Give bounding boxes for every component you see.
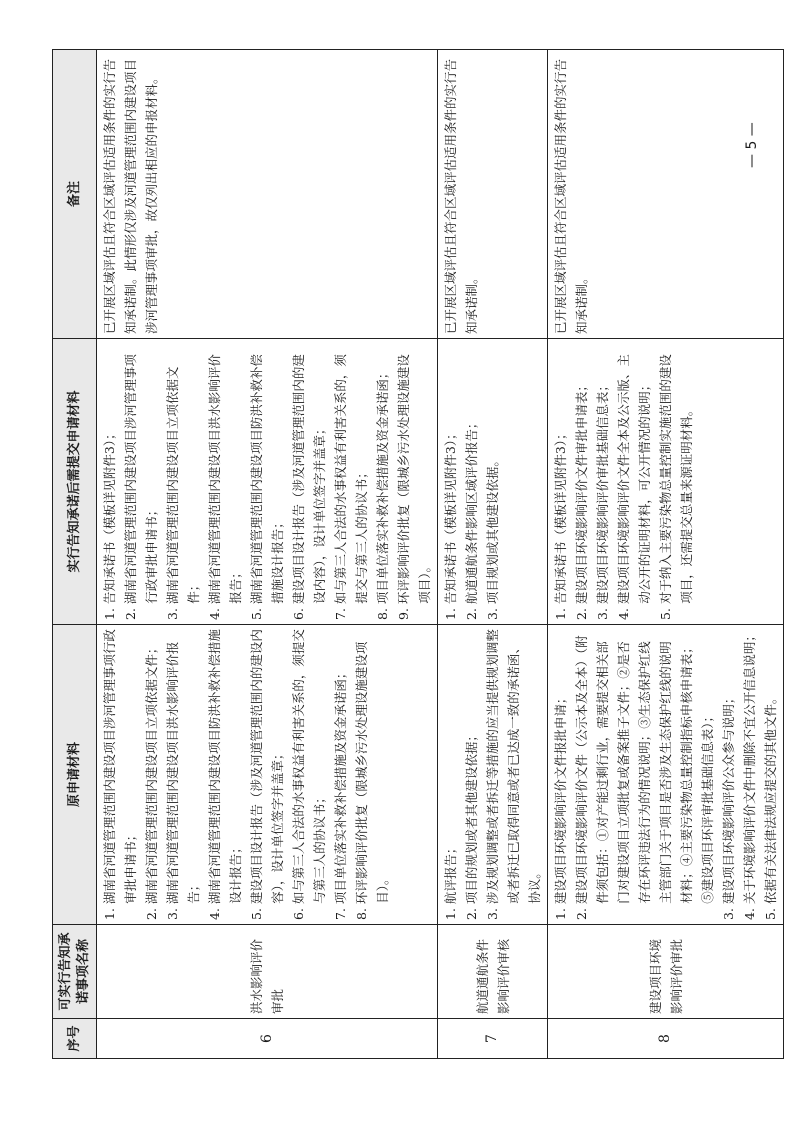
list-item: 1. 湖南省河道管理范围内建设项目涉河管理事项行政审批申请书； (102, 629, 138, 920)
list-item: 3. 建设项目环境影响评价审批基础信息表； (595, 379, 610, 620)
list-item: 2. 湖南省河道管理范围内建设项目涉河管理事项行政审批申请书； (123, 354, 159, 620)
rotated-page (52, 49, 778, 1059)
header-row (53, 50, 97, 1059)
row-note: 已开展区域评估且符合区域评估适用条件的实行告知承诺制。此情形仅涉及河道管理范围内建设项目涉河管理事项审批，故仅列出相应的申报材料。 (97, 50, 438, 339)
row-seq: 7 (438, 1019, 548, 1059)
row-original (97, 625, 438, 925)
row-new (438, 339, 548, 625)
list-item: 5. 依据有关法律法规应提交的其他文件。 (763, 691, 778, 920)
list-item: 3. 涉及规划调整或者拆迁等措施的应当提供规划调整或者拆迁已取得同意或者已达成一致的承诺函、协议。 (485, 629, 542, 920)
list-item: 4. 湖南省河道管理范围内建设项目防洪补救补偿措施设计报告； (207, 629, 243, 920)
list-item: 1. 建设项目环境影响评价文件报批申请； (553, 691, 568, 920)
row-new (548, 339, 784, 625)
row-name: 洪水影响评价审批 (97, 925, 438, 1019)
list-item: 3. 建设项目环境影响评价公众参与说明； (721, 691, 736, 920)
table-row (548, 50, 784, 1059)
list-item: 8. 环评影响评价批复（限城乡污水处理设施建设项目）。 (354, 641, 390, 920)
list-item: 3. 湖南省河道管理范围内建设项目洪水影响评价报告； (165, 641, 201, 920)
row-original (548, 625, 784, 925)
table-row (97, 50, 438, 1059)
row-name: 航道通航条件影响评价审核 (438, 925, 548, 1019)
list-item: 6. 如与第三人合法的水事权益有利害关系的，须提交与第三人的协议书； (291, 629, 327, 920)
header-seq: 序号 (53, 1019, 97, 1059)
list-item: 9. 环评影响评价批复（限城乡污水处理设施建设项目）。 (396, 354, 432, 620)
list-item: 1. 告知承诺书（模板详见附件3）； (443, 427, 458, 620)
list-item: 1. 告知承诺书（模板详见附件3）； (553, 427, 568, 620)
header-note: 备注 (53, 50, 97, 339)
list-item: 2. 项目的规划或者其他建设依据； (464, 729, 479, 920)
list-item: 2. 湖南省河道管理范围内建设项目立项依据文件； (144, 641, 159, 920)
list-item: 7. 如与第三人合法的水事权益有利害关系的，须提交与第三人的协议书； (333, 354, 369, 620)
row-seq: 6 (97, 1019, 438, 1059)
list-item: 2. 建设项目环境影响评价文件审批申请表； (574, 379, 589, 620)
list-item: 3. 湖南省河道管理范围内建设项目立项依据文件； (165, 366, 201, 620)
row-name: 建设项目环境影响评价审批 (548, 925, 784, 1019)
header-original: 原申请材料 (53, 625, 97, 925)
table-body (97, 50, 784, 1059)
list-item: 7. 项目单位落实补救补偿措施及资金承诺函； (333, 666, 348, 920)
list-item: 3. 项目规划或其他建设依据。 (485, 454, 500, 620)
list-item: 8. 项目单位落实补救补偿措施及资金承诺函； (375, 366, 390, 620)
list-item: 5. 对于纳入主要污染物总量控制实施范围的建设项目，还需提交总量来源证明材料。 (658, 354, 694, 620)
row-seq: 8 (548, 1019, 784, 1059)
list-item: 5. 湖南省河道管理范围内建设项目防洪补救补偿措施设计报告； (249, 354, 285, 620)
list-item: 5. 建设项目设计报告（涉及河道管理范围内的建设内容），设计单位签字并盖章； (249, 629, 285, 920)
list-item: 4. 关于环境影响评价文件中删除不宜公开信息说明； (742, 629, 757, 920)
list-item: 2. 航道通航条件影响区域评价报告； (464, 416, 479, 620)
list-item: 2. 建设项目环境影响评价文件（公示本及全本）（附件须包括：①对产能过剩行业，需要提交相关部门对建设项目立项批复或备案推子文件；②是否存在环评违法行为的情况说明；③生态保护红线主管部门关于项目是否涉及生态保护红线的说明材料；④主要污染物总量控制指标申核申请表；⑤建设项目环评审批基础信息表）； (574, 635, 715, 920)
list-item: 4. 湖南省河道管理范围内建设项目洪水影响评价报告； (207, 354, 243, 620)
header-name: 可实行告知承诺事项名称 (53, 925, 97, 1019)
header-new: 实行告知承诺后需提交申请材料 (53, 339, 97, 625)
list-item: 1. 航评报告； (443, 841, 458, 920)
row-original (438, 625, 548, 925)
list-item: 6. 建设项目设计报告（涉及河道管理范围内的建设内容），设计单位签字并盖章； (291, 354, 327, 620)
row-note: 已开展区域评估且符合区域评估适用条件的实行告知承诺制。 (438, 50, 548, 339)
list-item: 4. 建设项目环境影响评价文件全本及公示版、主动公开的证明材料，可公开情况的说明； (616, 354, 652, 620)
list-item: 1. 告知承诺书（模板详见附件3）； (102, 427, 117, 620)
page-number-text: — 5 — (744, 122, 760, 168)
row-new (97, 339, 438, 625)
commitment-table (52, 49, 784, 1059)
table-row (438, 50, 548, 1059)
row-note: 已开展区域评估且符合区域评估适用条件的实行告知承诺制。 (548, 50, 784, 339)
